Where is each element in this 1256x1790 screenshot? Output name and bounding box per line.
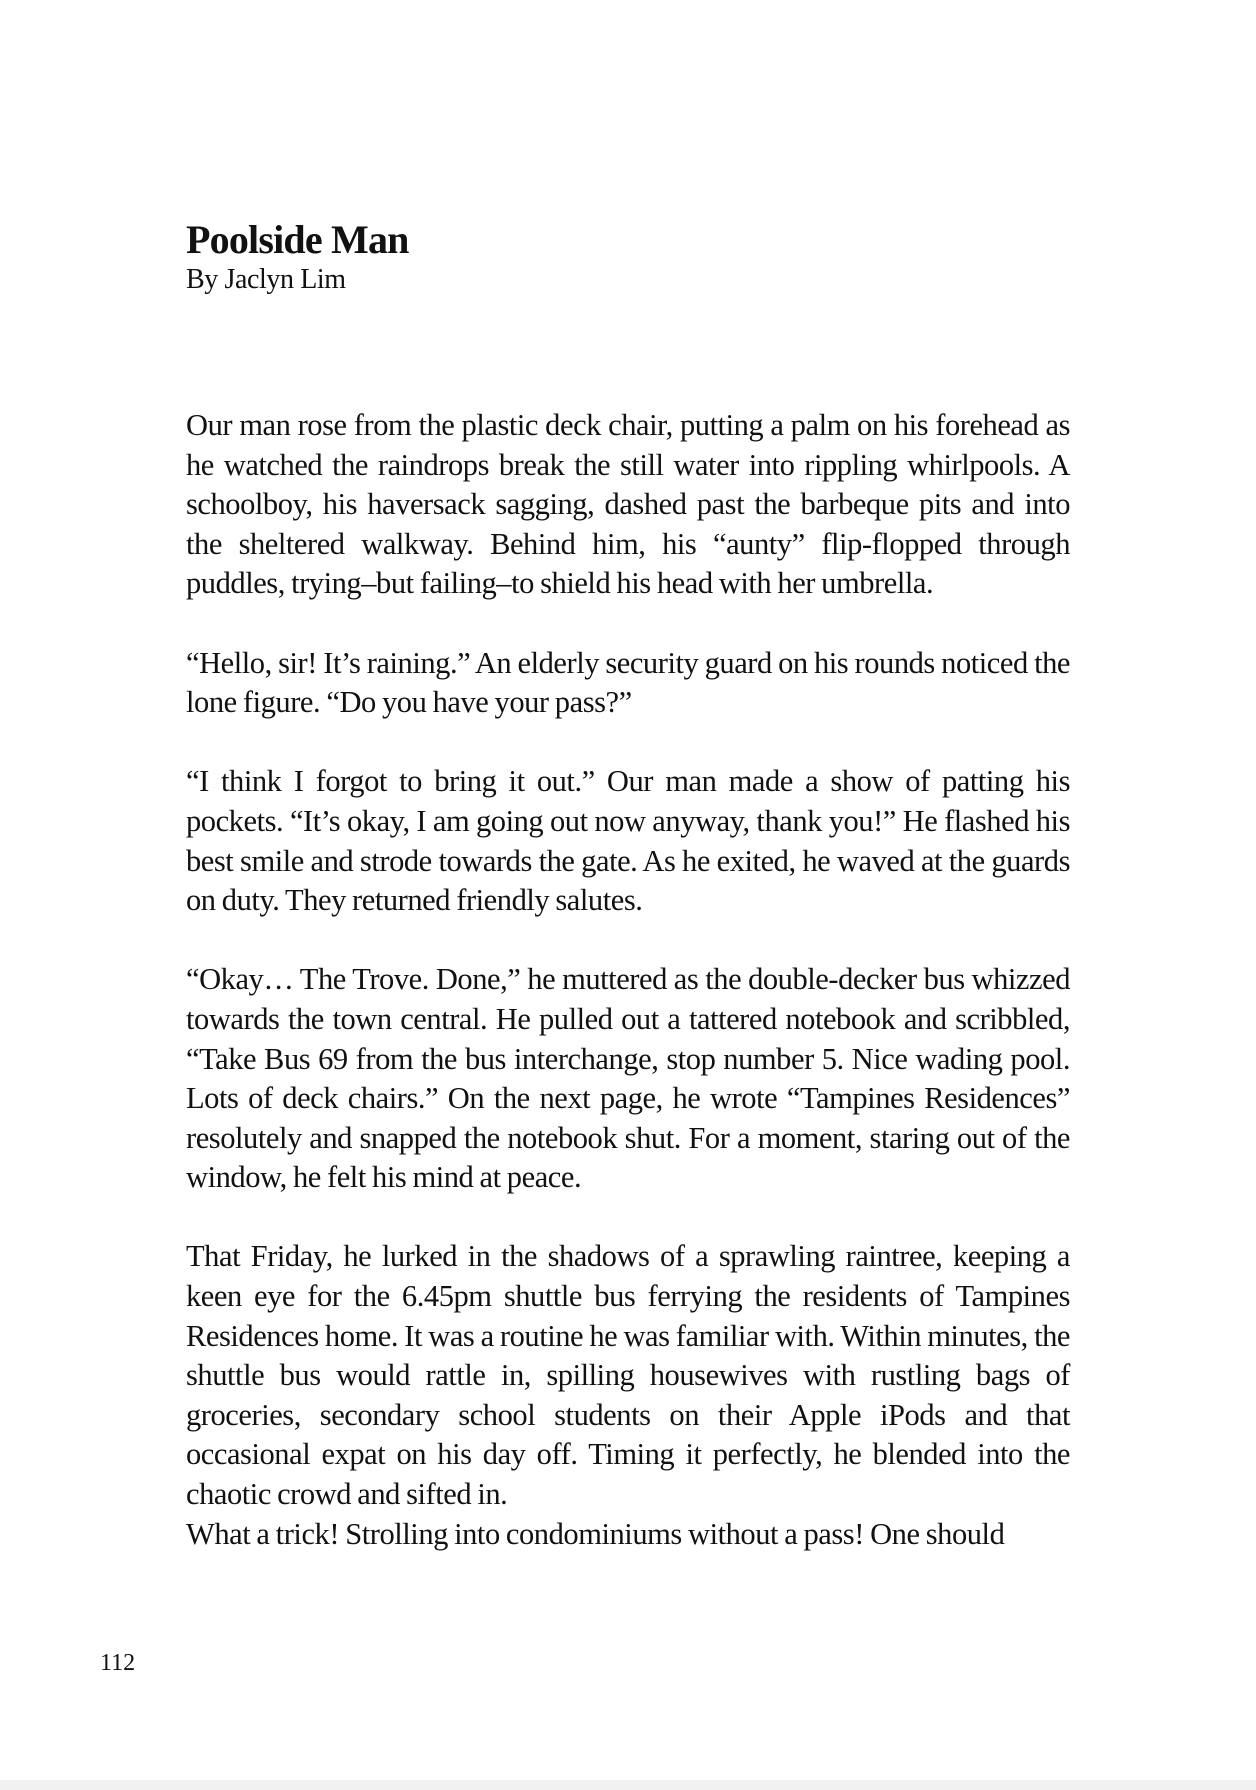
paragraph: “Okay… The Trove. Done,” he muttered as the double-decker bus whizzed towards the town central. He pulled out a tattered notebook and scribbled, “Take Bus 69 from the bus interchange, stop number 5. Nice wading pool. Lots of deck chairs.” On the next page, he wrote “Tampines Residences” resolutely and snapped the notebook shut. For a moment, staring out of the window, he felt his mind at peace. — [186, 962, 1070, 1195]
story-byline: By Jaclyn Lim — [186, 264, 346, 295]
paragraph: That Friday, he lurked in the shadows of a sprawling raintree, keeping a keen eye for the 6.45pm shuttle bus ferrying the residents of Tampines Residences home. It was a routine he was familiar with. Within minutes, the shuttle bus would rattle in, spilling housewives with rustling bags of groceries, secondary school students on their Apple iPods and that occasional expat on his day off. Timing it perfectly, he blended into the chaotic crowd and sifted in. — [186, 1239, 1070, 1512]
page-bottom-edge — [0, 1780, 1256, 1790]
paragraph-continued: What a trick! Strolling into condominiums without a pass! One should — [186, 1516, 1005, 1551]
story-title: Poolside Man — [186, 217, 409, 262]
paragraph: Our man rose from the plastic deck chair, putting a palm on his forehead as he watched the raindrops break the still water into rippling whirlpools. A schoolboy, his haversack sagging, dashed past the barbeque pits and into the sheltered walkway. Behind him, his “aunty” flip-flopped through puddles, trying–but failing–to shield his head with her umbrella. — [186, 408, 1070, 601]
paragraph: “I think I forgot to bring it out.” Our man made a show of patting his pockets. “It’s okay, I am going out now anyway, thank you!” He flashed his best smile and strode towards the gate. As he exited, he waved at the guards on duty. They returned friendly salutes. — [186, 764, 1070, 918]
paragraph: “Hello, sir! It’s raining.” An elderly security guard on his rounds noticed the lone figure. “Do you have your pass?” — [186, 645, 1070, 720]
story-body — [186, 406, 1070, 1554]
page-number: 112 — [100, 1650, 136, 1676]
